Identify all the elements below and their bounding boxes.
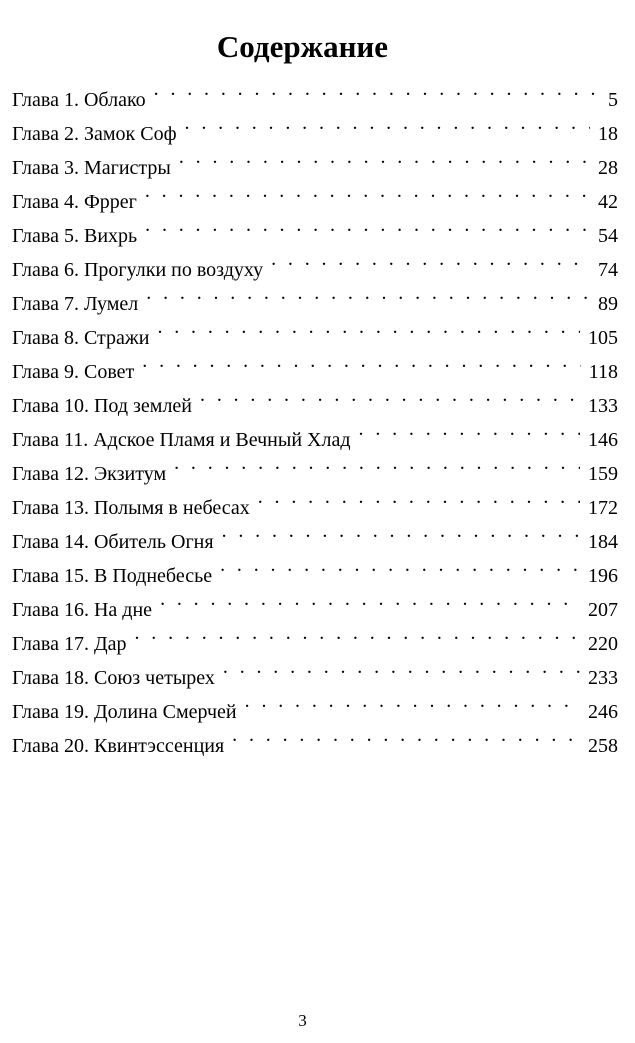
dot-leader — [170, 446, 580, 480]
dot-leader — [156, 582, 580, 616]
toc-entry-title: Глава 6. Прогулки по воздуху — [12, 259, 264, 281]
dot-leader — [228, 718, 580, 752]
toc-entry-page: 233 — [580, 661, 618, 695]
page-title: Содержание — [216, 28, 389, 64]
dot-leader — [216, 548, 580, 582]
toc-entry-page: 5 — [600, 83, 618, 117]
dot-leader — [241, 684, 580, 718]
dot-leader — [181, 106, 590, 140]
toc-entry-title: Глава 2. Замок Соф — [12, 123, 177, 145]
dot-leader — [219, 650, 580, 684]
toc-entry-title: Глава 20. Квинтэссенция — [12, 735, 225, 757]
toc-entry-page: 220 — [580, 627, 618, 661]
toc-entry-page: 18 — [590, 117, 618, 151]
toc-entry-title: Глава 5. Вихрь — [12, 225, 138, 247]
dot-leader — [141, 208, 590, 242]
toc-entry-page: 246 — [580, 695, 618, 729]
dot-leader — [196, 378, 580, 412]
dot-leader — [142, 276, 590, 310]
toc-entry-title: Глава 12. Экзитум — [12, 463, 167, 485]
toc-entry-title: Глава 9. Совет — [12, 361, 135, 383]
toc-entry-title: Глава 7. Лумел — [12, 293, 139, 315]
toc-entry — [12, 72, 618, 111]
toc-entry-title: Глава 10. Под землей — [12, 395, 193, 417]
toc-entry-page: 28 — [590, 151, 618, 185]
dot-leader — [153, 310, 580, 344]
toc-entry-page: 258 — [580, 729, 618, 763]
toc-entry-page: 118 — [581, 355, 618, 389]
toc-entry-page: 54 — [590, 219, 618, 253]
toc-entry-page: 196 — [580, 559, 618, 593]
toc-entry-page: 133 — [580, 389, 618, 423]
toc-entry-title: Глава 13. Полымя в небесах — [12, 497, 250, 519]
dot-leader — [254, 480, 580, 514]
toc-entry-page: 207 — [580, 593, 618, 627]
toc-entry-title: Глава 1. Облако — [12, 89, 146, 111]
dot-leader — [138, 344, 580, 378]
table-of-contents — [12, 72, 618, 757]
toc-entry-title: Глава 17. Дар — [12, 633, 127, 655]
toc-entry-page: 89 — [590, 287, 618, 321]
page-number: 3 — [298, 1011, 307, 1030]
toc-entry-title: Глава 3. Магистры — [12, 157, 171, 179]
toc-entry-page: 159 — [580, 457, 618, 491]
toc-entry-title: Глава 15. В Поднебесье — [12, 565, 213, 587]
toc-entry-page: 184 — [580, 525, 618, 559]
toc-entry-title: Глава 11. Адское Пламя и Вечный Хлад — [12, 429, 351, 451]
toc-entry-page: 105 — [580, 321, 618, 355]
toc-entry-title: Глава 8. Стражи — [12, 327, 150, 349]
dot-leader — [131, 616, 581, 650]
dot-leader — [150, 72, 600, 106]
toc-entry-title: Глава 18. Союз четырех — [12, 667, 215, 689]
toc-entry-page: 74 — [590, 253, 618, 287]
toc-entry-title: Глава 4. Фррег — [12, 191, 137, 213]
toc-entry-title: Глава 16. На дне — [12, 599, 153, 621]
toc-entry-page: 42 — [590, 185, 618, 219]
dot-leader — [175, 140, 590, 174]
dot-leader — [218, 514, 580, 548]
dot-leader — [267, 242, 590, 276]
dot-leader — [141, 174, 590, 208]
toc-entry-title: Глава 14. Обитель Огня — [12, 531, 214, 553]
dot-leader — [355, 412, 580, 446]
toc-entry-page: 146 — [580, 423, 618, 457]
toc-entry-title: Глава 19. Долина Смерчей — [12, 701, 237, 723]
toc-entry-page: 172 — [580, 491, 618, 525]
